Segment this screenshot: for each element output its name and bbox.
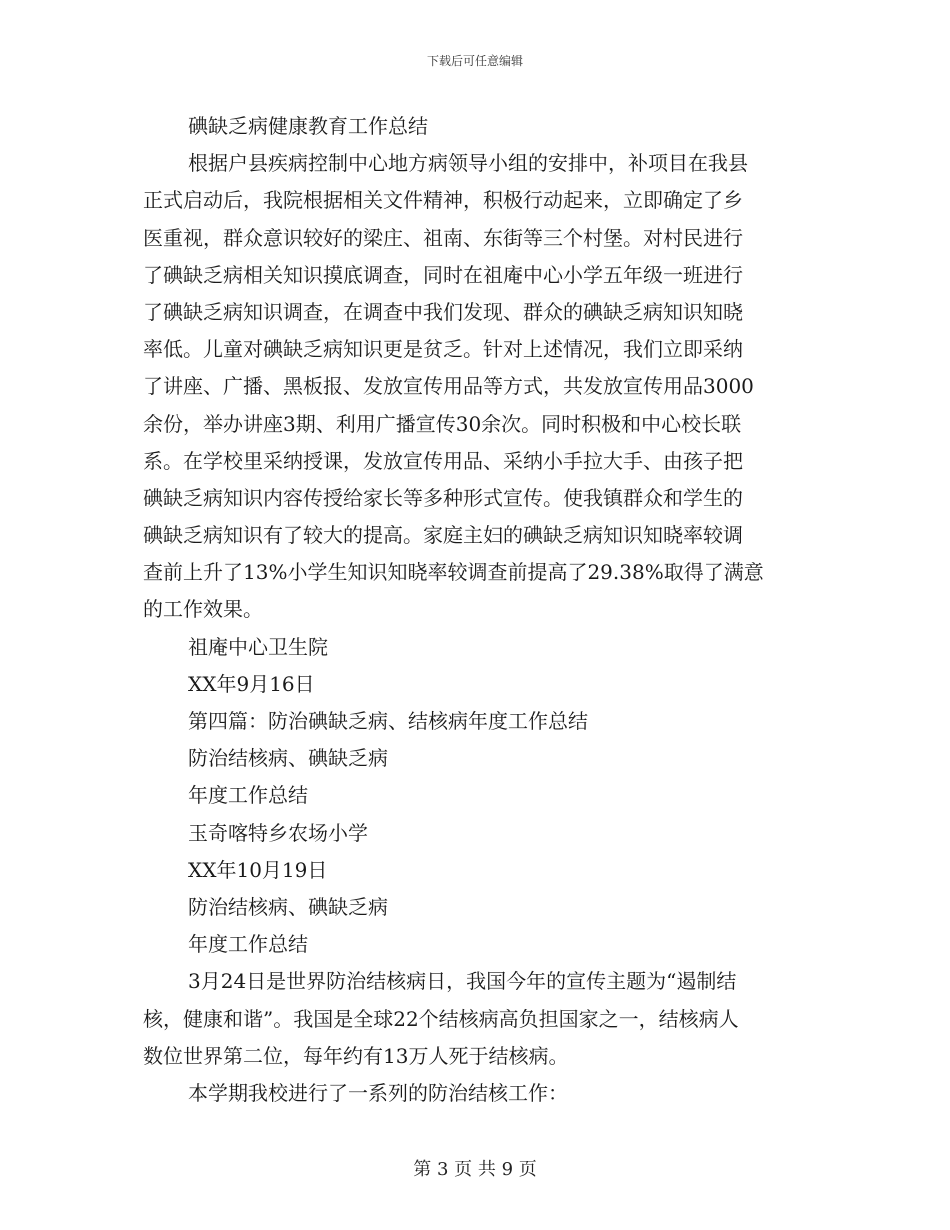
paragraph-line: 医重视，群众意识较好的梁庄、祖南、东街等三个村堡。对村民进行 [143,225,743,250]
paragraph-line: 了碘缺乏病相关知识摸底调查，同时在祖庵中心小学五年级一班进行 [143,262,743,287]
paragraph-line: 碘缺乏病知识内容传授给家长等多种形式宣传。使我镇群众和学生的 [143,485,743,510]
page-header: 下载后可任意编辑 [426,54,523,68]
paragraph-line: 本学期我校进行了一系列的防治结核工作： [188,1080,568,1105]
date-line: XX年10月19日 [188,857,328,882]
paragraph-line: 核，健康和谐”。我国是全球22个结核病高负担国家之一，结核病人 [143,1006,739,1031]
paragraph-line: 根据户县疾病控制中心地方病领导小组的安排中，补项目在我县 [188,151,748,176]
paragraph-line: 3月24日是世界防治结核病日，我国今年的宣传主题为“遏制结 [188,969,737,994]
page-footer: 第 3 页 共 9 页 [413,1159,537,1180]
paragraph-line: 的工作效果。 [143,597,263,622]
document-title: 碘缺乏病健康教育工作总结 [188,114,428,138]
section-title: 第四篇：防治碘缺乏病、结核病年度工作总结 [188,709,588,733]
paragraph-line: 系。在学校里采纳授课，发放宣传用品、采纳小手拉大手、由孩子把 [143,448,743,473]
paragraph-line: 了碘缺乏病知识调查，在调查中我们发现、群众的碘缺乏病知识知晓 [143,299,743,324]
subtitle: 防治结核病、碘缺乏病 [188,894,388,919]
paragraph-line: 率低。儿童对碘缺乏病知识更是贫乏。针对上述情况，我们立即采纳 [143,337,743,362]
paragraph-line: 了讲座、广播、黑板报、发放宣传用品等方式，共发放宣传用品3000 [143,374,754,399]
organization-name: 祖庵中心卫生院 [188,634,328,659]
paragraph-line: 余份，举办讲座3期、利用广播宣传30余次。同时积极和中心校长联 [143,411,742,436]
paragraph-line: 数位世界第二位，每年约有13万人死于结核病。 [143,1043,569,1068]
subtitle: 防治结核病、碘缺乏病 [188,746,388,771]
paragraph-line: 碘缺乏病知识有了较大的提高。家庭主妇的碘缺乏病知识知晓率较调 [143,523,743,548]
paragraph-line: 查前上升了13%小学生知识知晓率较调查前提高了29.38%取得了满意 [143,560,764,585]
paragraph-line: 正式启动后，我院根据相关文件精神，积极行动起来，立即确定了乡 [143,188,743,213]
subtitle: 年度工作总结 [188,783,308,808]
document-body [143,108,809,1112]
date-line: XX年9月16日 [188,671,315,696]
subtitle: 年度工作总结 [188,932,308,957]
organization-name: 玉奇喀特乡农场小学 [188,820,368,845]
